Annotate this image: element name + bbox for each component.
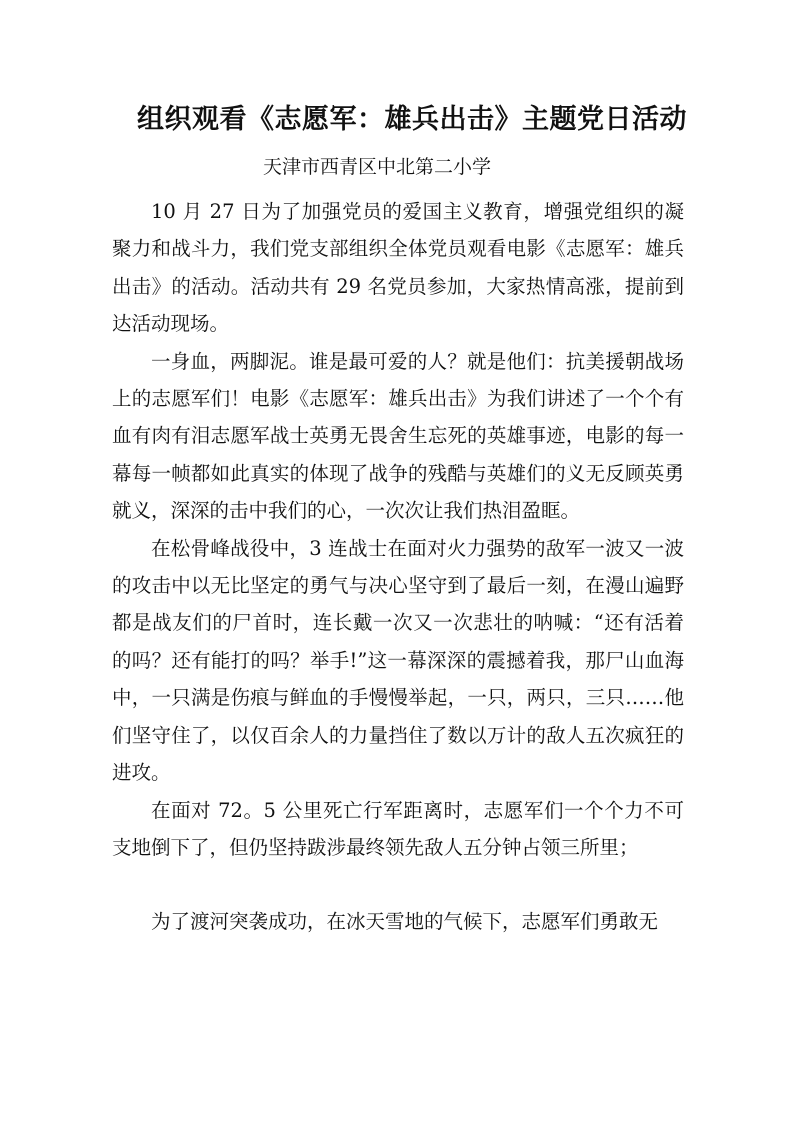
- document-body: [112, 193, 684, 941]
- paragraph-intro: 10 月 27 日为了加强党员的爱国主义教育，增强党组织的凝聚力和战斗力，我们党支部组织全体党员观看电影《志愿军：雄兵出击》的活动。活动共有 29 名党员参加，大家热情高涨，提前到达活动现场。: [112, 200, 684, 336]
- organization-name: 天津市西青区中北第二小学: [263, 156, 492, 178]
- document-title: 组织观看《志愿军：雄兵出击》主题党日活动: [137, 104, 687, 135]
- paragraph-film-summary: 一身血，两脚泥。谁是最可爱的人？就是他们：抗美援朝战场上的志愿军们！电影《志愿军：雄兵出击》为我们讲述了一个个有血有肉有泪志愿军战士英勇无畏舍生忘死的英雄事迹，电影的每一幕每一帧都如此真实的体现了战争的残酷与英雄们的义无反顾英勇就义，深深的击中我们的心，一次次让我们热泪盈眶。: [112, 349, 684, 523]
- paragraph-gap: [112, 866, 684, 903]
- paragraph-march: 在面对 72。5 公里死亡行军距离时，志愿军们一个个力不可支地倒下了，但仍坚持跋涉最终领先敌人五分钟占领三所里；: [112, 798, 684, 859]
- paragraph-river-crossing: 为了渡河突袭成功，在冰天雪地的气候下，志愿军们勇敢无: [151, 910, 659, 934]
- paragraph-songgufeng-battle: 在松骨峰战役中，3 连战士在面对火力强势的敌军一波又一波的攻击中以无比坚定的勇气与决心坚守到了最后一刻，在漫山遍野都是战友们的尸首时，连长戴一次又一次悲壮的呐喊：“还有活着的吗？还有能打的吗？举手!”这一幕深深的震撼着我，那尸山血海中，一只满是伤痕与鲜血的手慢慢举起，一只，两只，三只……他们坚守住了，以仅百余人的力量挡住了数以万计的敌人五次疯狂的进攻。: [112, 536, 684, 785]
